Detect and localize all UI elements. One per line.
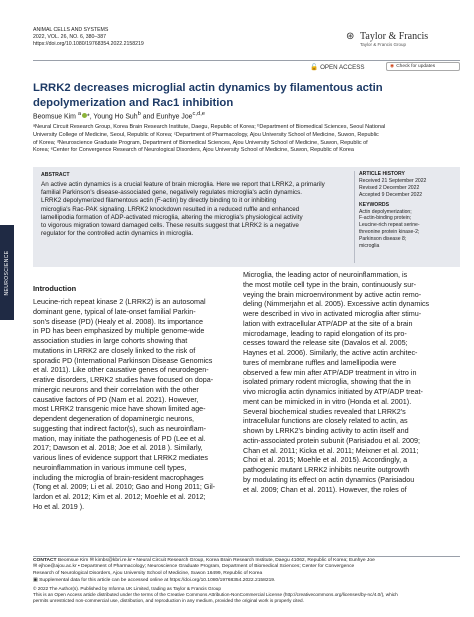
update-bookmark-icon: ◉: [390, 64, 395, 69]
check-for-updates-button[interactable]: [386, 62, 460, 71]
contact-block: [33, 558, 375, 584]
introduction-heading: Introduction: [33, 284, 77, 293]
title-line: LRRK2 decreases microglial actin dynamics by filamentous actin: [33, 82, 383, 94]
body-line: deling (Nimmerjahn et al. 2005). Excessive actin dynamics: [243, 299, 430, 309]
body-line: lardon et al. 2012; Kim et al. 2012; Moehle et al. 2012;: [33, 492, 206, 501]
body-line: erative disorders, LRRK2 studies have focused on dopa-: [33, 375, 214, 384]
body-line: sporadic PD (International Parkinson Disease Genomics: [33, 355, 213, 365]
keyword-line: Actin depolymerization;: [359, 208, 412, 215]
body-line: vivo microglia actin dynamics initiated by ATP/ADP treat-: [243, 387, 423, 396]
open-lock-icon: 🔓: [310, 63, 319, 71]
open-access-label: OPEN ACCESS: [320, 64, 365, 71]
body-line: Chan et al. 2011; Kicka et al. 2011; Meixner et al. 2011;: [243, 445, 419, 455]
license-line: permits unrestricted non-commercial use, distribution, and reproduction in any medium, provided the original work is properly cited.: [33, 598, 304, 604]
body-line: isolated primary rodent microglia, showing that the in: [243, 377, 411, 387]
abstract-line: microglia's Rac-PAK signaling. LRRK2 knockdown resulted in a reduced ruffle and enhanced: [41, 205, 300, 213]
body-line: minergic neurons and their correlation with the other: [33, 384, 199, 394]
body-line: including the microglia of brain-resident macrophages: [33, 472, 204, 482]
body-line: actin-associated protein subunit (Parisiadou et al. 2009;: [243, 435, 420, 445]
supplemental-icon: ▣: [33, 576, 38, 583]
license-line[interactable]: This is an Open Access article distributed under the terms of the Creative Commons Attribution-NonCommercial License (http://creativecommons.org/licenses/by-nc/4.0/), which: [33, 592, 398, 598]
body-line: causative factors of PD (Nam et al. 2021). However,: [33, 394, 199, 404]
body-line: observed a few min after ATP/ADP treatment in vitro in: [243, 367, 417, 377]
footer-divider: [33, 556, 460, 557]
affiliation-line: ᵃNeural Circuit Research Group, Korea Brain Research Institute, Daegu, Republic of Korea; ᵇDepartment of Biomedical Sciences, Seoul National: [33, 124, 386, 130]
publisher-logo[interactable]: [346, 29, 458, 51]
abstract-line: An active actin dynamics is a crucial feature of brain microglia. Here we report that LRRK2, a primarily: [41, 181, 325, 188]
ampersand-logo-icon: ⊛: [346, 31, 355, 42]
keyword-line: Leucine-rich repeat serine-: [359, 222, 420, 229]
body-line: 2017; Dawson et al. 2018; Joe et al. 2018 ). Similarly,: [33, 443, 203, 453]
open-access-badge: [310, 63, 364, 71]
affiliation-marker: c,d,e: [192, 111, 205, 117]
body-line: Microglia, the leading actor of neuroinflammation, is: [243, 270, 408, 279]
body-line: veying the brain microenvironment by active actin remo-: [243, 289, 422, 299]
contact-line[interactable]: Beomsue Kim ✉ kimbs@kbri.re.kr ▪ Neural Circuit Research Group, Korea Brain Research Institute, Daegu 41062, Republic of Korea; Eunhye Joe: [57, 558, 375, 563]
keyword-line: Parkinson disease 8;: [359, 236, 407, 243]
history-line: Revised 2 December 2022: [359, 184, 420, 191]
affiliation-line: Korea; ᵉCenter for Convergence Research of Neurological Disorders, Ajou University School of Medicine, Suwon, Republic of Korea: [33, 147, 354, 154]
body-line: suggesting that indirect factor(s), such as neuroinflam-: [33, 423, 206, 433]
body-column-left: [33, 297, 215, 512]
copyright-line: © 2022 The Author(s). Published by Informa UK Limited, trading as Taylor & Francis Group: [33, 586, 222, 591]
body-line: tures of membrane ruffles and lamellipodia were: [243, 357, 397, 367]
body-line: et al. 2011). Like other causative genes of neurodegen-: [33, 365, 209, 375]
body-line: in PD has been emphasized by multiple genome-wide: [33, 326, 205, 336]
supplemental-data-link[interactable]: Supplemental data for this article can be accessed online at https://doi.org/10.1080/19768354.2022.2158219.: [39, 577, 276, 583]
body-line: Choi et al. 2015; Moehle et al. 2015). Accordingly, a: [243, 455, 408, 465]
body-line: dependent degeneration of dopaminergic neurons,: [33, 414, 195, 423]
journal-issue: 2022, VOL. 26, NO. 6, 380–387: [33, 34, 106, 41]
header-divider: [33, 60, 460, 61]
abstract-line: LRRK2 depolymerized filamentous actin (F-actin) by directly binding to it or inhibiting: [41, 197, 277, 205]
keywords-heading: KEYWORDS: [359, 201, 389, 208]
section-side-tab: [0, 225, 14, 320]
title-line: depolymerization and Rac1 inhibition: [33, 96, 234, 109]
body-line: most LRRK2 transgenic mice have shown limited age-: [33, 404, 206, 414]
abstract-line: regulator for the controlled actin dynamics in microglia.: [41, 230, 194, 238]
body-line: association studies in large cohorts showing that: [33, 336, 188, 345]
journal-header: [33, 27, 144, 49]
body-line: Haynes et al. 2006). Similarly, the active actin architec-: [243, 348, 418, 357]
body-line: by modulating its effect on actin dynamics (Parisiadou: [243, 474, 415, 484]
affiliation-line: University College of Medicine, Seoul, Republic of Korea; ᶜDepartment of Pharmacology, Ajou University School of Medicine, Suwon, Republic: [33, 131, 379, 138]
journal-name: ANIMAL CELLS AND SYSTEMS: [33, 27, 109, 33]
body-line: cesses toward the release site (Davalos et al. 2005;: [243, 338, 408, 348]
body-line: intracellular functions are closely related to actin, as: [243, 416, 408, 426]
abstract-text: [41, 181, 325, 238]
body-line: mation, may initiate the pathogenesis of PD (Lee et al.: [33, 433, 206, 443]
abstract-divider: [354, 171, 355, 263]
side-tab-label: NEUROSCIENCE: [4, 249, 10, 296]
body-line: dominant gene, typical of late-onset familial Parkin-: [33, 306, 196, 316]
history-line: Accepted 9 December 2022: [359, 191, 423, 198]
body-line: ment can be mimicked in in vitro (Honda et al. 2001).: [243, 396, 412, 406]
body-line: the most motile cell type in the brain, continuously sur-: [243, 279, 416, 289]
keyword-line: F-actin-binding protein;: [359, 215, 412, 222]
article-title: [33, 81, 448, 110]
body-line: various lines of evidence support that LRRK2 mediates: [33, 453, 208, 462]
body-line: son's disease (PD) (Healy et al. 2008). Its importance: [33, 316, 203, 326]
affiliations: [33, 124, 385, 155]
body-line: (Tong et al. 2009; Li et al. 2010; Gao and Hong 2011; Gil-: [33, 482, 216, 492]
affiliation-line: of Korea; ᵈNeuroscience Graduate Program, Department of Biomedical Sciences, Ajou University School of Medicine, Suwon, Republic of: [33, 139, 368, 146]
keyword-line: threonine protein kinase-2;: [359, 229, 420, 236]
abstract-line: lamellipodia formation of ADP-activated microglia, altering the microglia's physiological activity: [41, 213, 303, 221]
publisher-name: Taylor & Francis: [360, 31, 429, 42]
history-line: Received 21 September 2022: [359, 177, 427, 184]
abstract-line: familial Parkinson's disease-associated gene, negatively regulates microglia's actin dynamics.: [41, 189, 303, 197]
publisher-subtitle: Taylor & Francis Group: [360, 42, 407, 47]
body-column-right: [243, 270, 429, 494]
author-name[interactable]: and Eunhye Joe: [140, 113, 193, 121]
body-line: shown by LRRK2's binding activity to actin itself and: [243, 426, 409, 435]
article-info-panel: [359, 171, 426, 250]
check-updates-label: Check for updates: [396, 64, 436, 69]
contact-line: Research of Neurological Disorders, Ajou University School of Medicine, Suwon 16499, Republic of Korea: [33, 570, 263, 576]
body-line: lation with extracellular ATP/ADP at the site of a brain: [243, 318, 413, 328]
keyword-line: microglia: [359, 243, 380, 250]
contact-label: CONTACT: [33, 558, 57, 563]
author-list: [33, 111, 205, 120]
article-history-heading: ARTICLE HISTORY: [359, 171, 405, 177]
author-name[interactable]: *, Young Ho Suh: [87, 113, 138, 121]
author-name[interactable]: Beomsue Kim: [33, 113, 78, 121]
body-line: microdamage, leading to rapid elongation of its pro-: [243, 328, 407, 338]
body-line: Ho et al. 2019 ).: [33, 501, 85, 511]
abstract-heading: ABSTRACT: [41, 172, 70, 178]
body-line: et al. 2009; Chan et al. 2011). However, the roles of: [243, 484, 407, 494]
body-line: were described in vivo in activated microglia after stimu-: [243, 309, 422, 318]
journal-doi-link[interactable]: https://doi.org/10.1080/19768354.2022.2158219: [33, 41, 144, 48]
abstract-line: to vigorous migration toward damaged cells. These results suggest that LRRK2 is a negative: [41, 222, 299, 230]
body-line: neuroinflammation in various immune cell types,: [33, 462, 187, 472]
body-line: Several biochemical studies revealed that LRRK2's: [243, 406, 406, 416]
contact-line[interactable]: ✉ ejhoe@ajou.ac.kr ▪ Department of Pharmacology; Neuroscience Graduate Program, Department of Biomedical Sciences; Center for Convergence: [33, 564, 355, 570]
body-line: Leucine-rich repeat kinase 2 (LRRK2) is an autosomal: [33, 297, 206, 306]
affiliation-marker: b: [137, 111, 141, 117]
copyright-block: [33, 586, 398, 604]
body-line: mutations in LRRK2 are closely linked to the risk of: [33, 345, 196, 355]
body-line: pathogenic mutant LRRK2 inhibits neurite outgrowth: [243, 465, 410, 474]
affiliation-marker: a: [77, 111, 82, 117]
